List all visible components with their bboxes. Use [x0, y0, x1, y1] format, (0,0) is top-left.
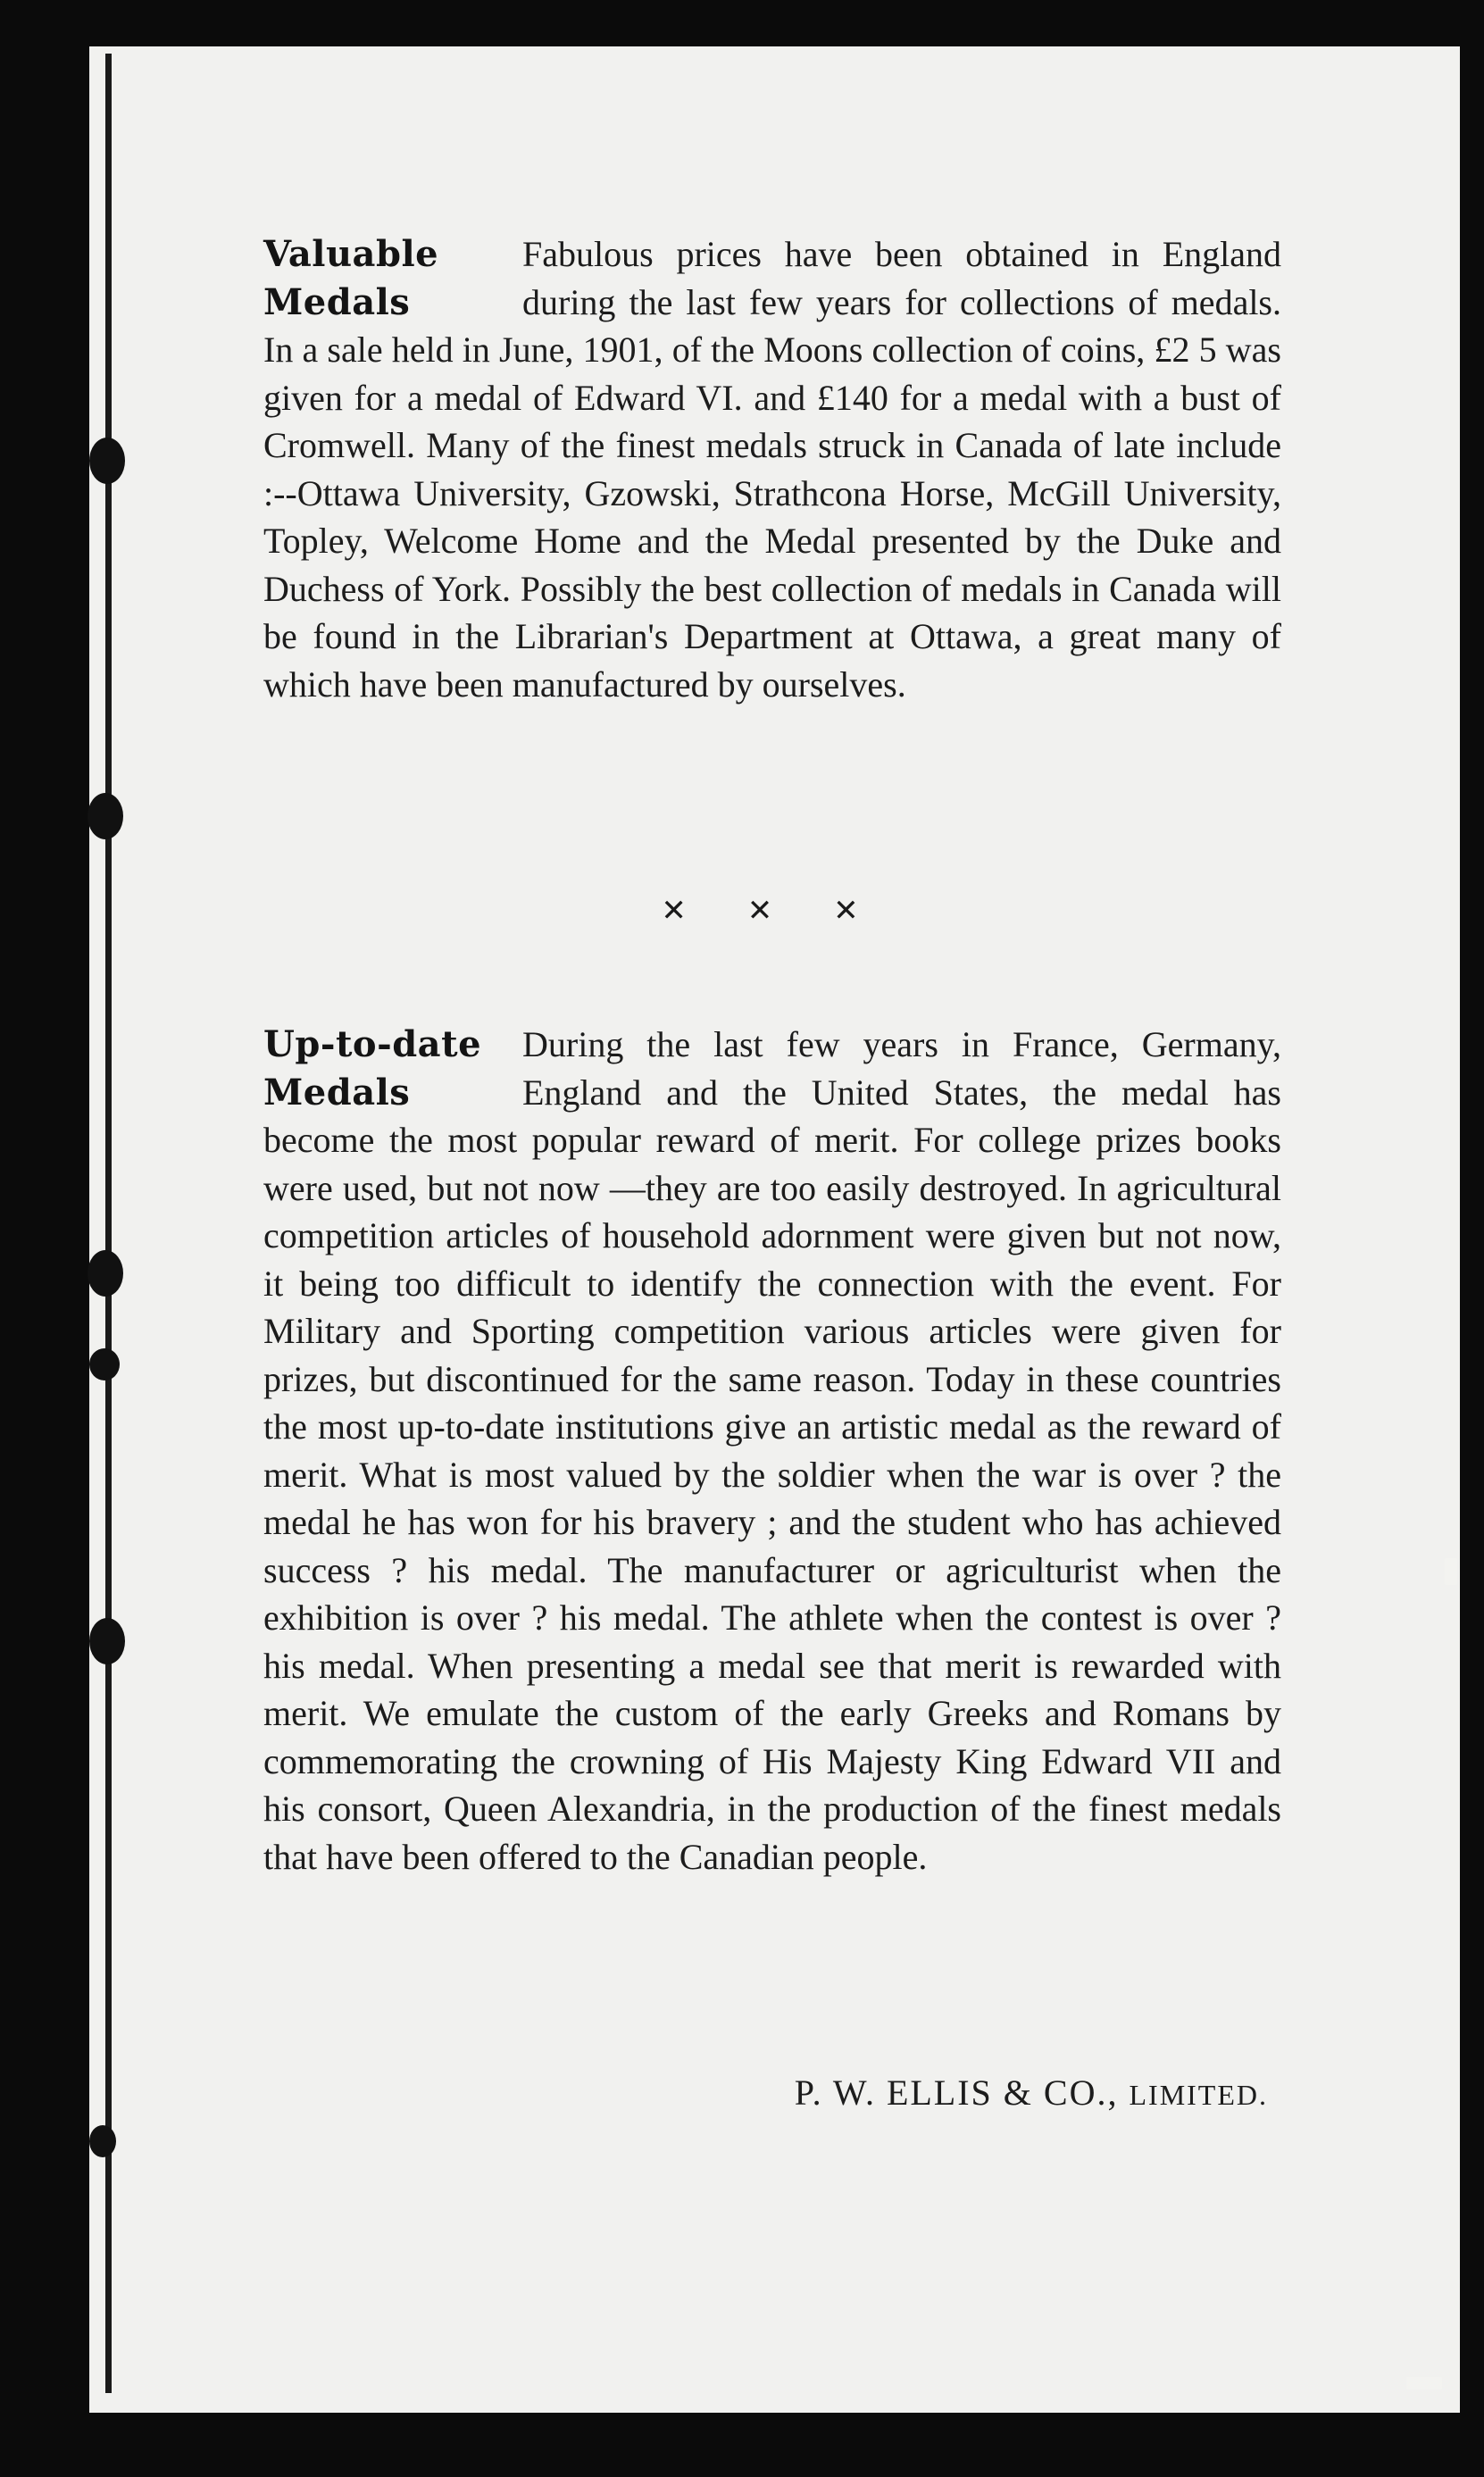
publisher-signature	[263, 2072, 1268, 2114]
side-heading	[263, 230, 522, 326]
binding-knot	[88, 793, 123, 839]
binding-knot	[88, 1250, 123, 1297]
section-divider: ✕ ✕ ✕	[661, 893, 884, 929]
binding-knot	[89, 1348, 120, 1380]
side-heading-line-2: Medals	[263, 280, 411, 323]
binding-knot	[89, 2125, 116, 2157]
side-heading-line-1: Up-to-date	[263, 1023, 482, 1065]
binding-knot	[89, 438, 125, 484]
side-heading-line-2: Medals	[263, 1071, 411, 1113]
section-body: During the last few years in France, Germany, England and the United States, the medal has become the most popular reward of merit. For college prizes books were used, but not now —they are too easily destroyed. In agricultural competition articles of household adornment were given but not now, it being too difficult to identify the connection with the event. For Military and Sporting competition various articles were given for prizes, but discontinued for the same reason. Today in these countries the most up-to-date institutions give an artistic medal as the reward of merit. What is most valued by the soldier when the war is over ? the medal he has won for his bravery ; and the student who has achieved success ? his medal. The manufacturer or agriculturist when the exhibition is over ? his medal. The athlete when the contest is over ? his medal. When presenting a medal see that merit is rewarded with merit. We emulate the custom of the early Greeks and Romans by commemorating the crowning of His Majesty King Edward VII and his consort, Queen Alexandria, in the production of the finest medals that have been offered to the Canadian people.	[263, 1024, 1281, 1877]
side-heading	[263, 1021, 522, 1116]
section-body: Fabulous prices have been obtained in England during the last few years for collections of medals. In a sale held in June, 1901, of the Moons collection of coins, £2 5 was given for a medal of Edward VI. and £140 for a medal with a bust of Cromwell. Many of the finest medals struck in Canada of late include :--Ottawa University, Gzowski, Strathcona Horse, McGill University, Topley, Welcome Home and the Medal presented by the Duke and Duchess of York. Possibly the best collection of medals in Canada will be found in the Librarian's Department at Ottawa, a great many of which have been manufactured by ourselves.	[263, 234, 1281, 705]
section-valuable-medals	[263, 230, 1281, 708]
section-up-to-date-medals	[263, 1021, 1281, 1881]
publisher-name: P. W. ELLIS & CO.,	[794, 2073, 1119, 2113]
binding-thread	[105, 54, 112, 2393]
binding-knot	[89, 1618, 125, 1664]
scan-speck	[1406, 2377, 1442, 2389]
scan-speck	[1445, 1558, 1457, 1585]
side-heading-line-1: Valuable	[263, 233, 439, 275]
publisher-suffix: LIMITED.	[1129, 2079, 1268, 2111]
